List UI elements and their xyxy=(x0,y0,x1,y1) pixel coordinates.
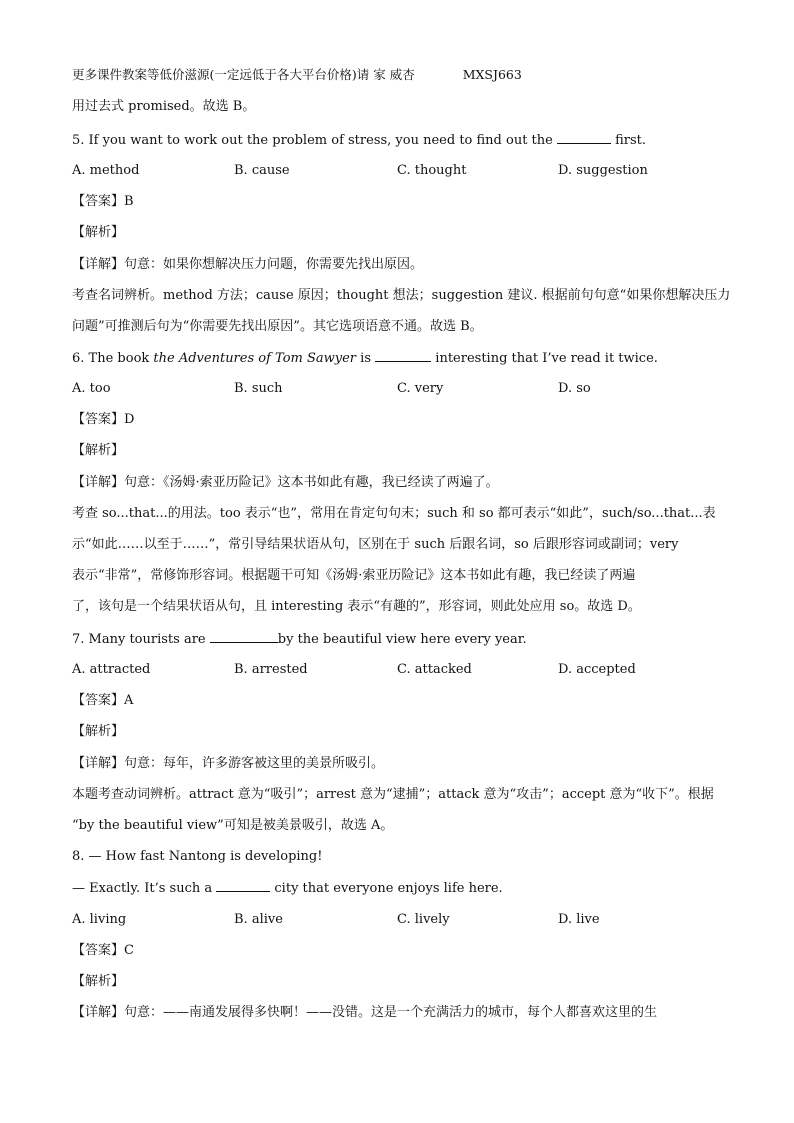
question-5-detail-2: 考查名词辨析。method 方法；cause 原因；thought 想法；suggestion 建议. 根据前句句意“如果你想解决压力 xyxy=(72,288,731,303)
header-code: MXSJ663 xyxy=(462,67,522,82)
question-7-stem: 7. Many tourists are by the beautiful view here every year. xyxy=(72,632,527,647)
option-a: A. attracted xyxy=(72,662,151,677)
previous-answer-tail: 用过去式 promised。故选 B。 xyxy=(72,99,256,114)
option-d: D. so xyxy=(558,381,591,396)
option-d: D. live xyxy=(558,912,600,927)
question-8-analysis-label: 【解析】 xyxy=(72,974,125,989)
question-8-options xyxy=(72,911,724,929)
question-7-detail-3: “by the beautiful view”可知是被美景吸引，故选 A。 xyxy=(72,818,394,833)
question-6-stem: 6. The book the Adventures of Tom Sawyer is interesting that I’ve read it twice. xyxy=(72,351,658,366)
question-5-options xyxy=(72,162,724,180)
answer-blank xyxy=(210,630,278,643)
option-c: C. thought xyxy=(397,163,467,178)
option-d: D. accepted xyxy=(558,662,636,677)
option-a: A. living xyxy=(72,912,127,927)
question-7-detail-2: 本题考查动词辨析。attract 意为“吸引”；arrest 意为“逮捕”；attack 意为“攻击”；accept 意为“收下”。根据 xyxy=(72,787,714,802)
option-a: A. method xyxy=(72,163,140,178)
answer-blank xyxy=(216,879,270,892)
question-5-detail-3: 问题”可推测后句为“你需要先找出原因”。其它选项语意不通。故选 B。 xyxy=(72,319,483,334)
question-5-detail-1: 【详解】句意：如果你想解决压力问题，你需要先找出原因。 xyxy=(72,257,424,272)
option-c: C. attacked xyxy=(397,662,472,677)
question-6-detail-3: 示“如此……以至于……”，常引导结果状语从句，区别在于 such 后跟名词，so 后跟形容词或副词；very xyxy=(72,537,679,552)
question-7-detail-1: 【详解】句意：每年，许多游客被这里的美景所吸引。 xyxy=(72,756,385,771)
option-b: B. arrested xyxy=(234,662,308,677)
question-6-detail-5: 了，该句是一个结果状语从句，且 interesting 表示“有趣的”，形容词，则此处应用 so。故选 D。 xyxy=(72,599,641,614)
option-b: B. cause xyxy=(234,163,290,178)
question-7-analysis-label: 【解析】 xyxy=(72,724,125,739)
question-5-analysis-label: 【解析】 xyxy=(72,225,125,240)
question-6-detail-1: 【详解】句意：《汤姆·索亚历险记》这本书如此有趣，我已经读了两遍了。 xyxy=(72,475,499,490)
header-notice: 更多课件教案等低价滋源(一定远低于各大平台价格)请 家 威杏 xyxy=(72,67,415,82)
question-7-options xyxy=(72,661,724,679)
question-6-options xyxy=(72,380,724,398)
question-8-dialog-1: 8. — How fast Nantong is developing! xyxy=(72,849,323,864)
option-a: A. too xyxy=(72,381,111,396)
question-8-answer: 【答案】C xyxy=(72,943,134,958)
question-6-analysis-label: 【解析】 xyxy=(72,443,125,458)
question-5-stem: 5. If you want to work out the problem of stress, you need to find out the first. xyxy=(72,133,647,148)
option-d: D. suggestion xyxy=(558,163,648,178)
option-c: C. very xyxy=(397,381,444,396)
question-5-answer: 【答案】B xyxy=(72,194,134,209)
question-6-answer: 【答案】D xyxy=(72,412,135,427)
question-6-detail-4: 表示“非常”，常修饰形容词。根据题干可知《汤姆·索亚历险记》这本书如此有趣，我已经读了两遍 xyxy=(72,568,636,583)
question-8-dialog-2: — Exactly. It’s such a city that everyone enjoys life here. xyxy=(72,881,503,896)
answer-blank xyxy=(375,349,431,362)
option-b: B. alive xyxy=(234,912,283,927)
question-7-answer: 【答案】A xyxy=(72,693,134,708)
question-8-detail-1: 【详解】句意：——南通发展得多快啊！——没错。这是一个充满活力的城市，每个人都喜欢这里的生 xyxy=(72,1005,658,1020)
question-6-detail-2: 考查 so...that...的用法。too 表示“也”，常用在肯定句句末；such 和 so 都可表示“如此”，such/so...that...表 xyxy=(72,506,716,521)
answer-blank xyxy=(557,131,611,144)
option-c: C. lively xyxy=(397,912,450,927)
book-title: the Adventures of Tom Sawyer xyxy=(153,351,357,366)
page-header xyxy=(72,66,724,84)
option-b: B. such xyxy=(234,381,283,396)
